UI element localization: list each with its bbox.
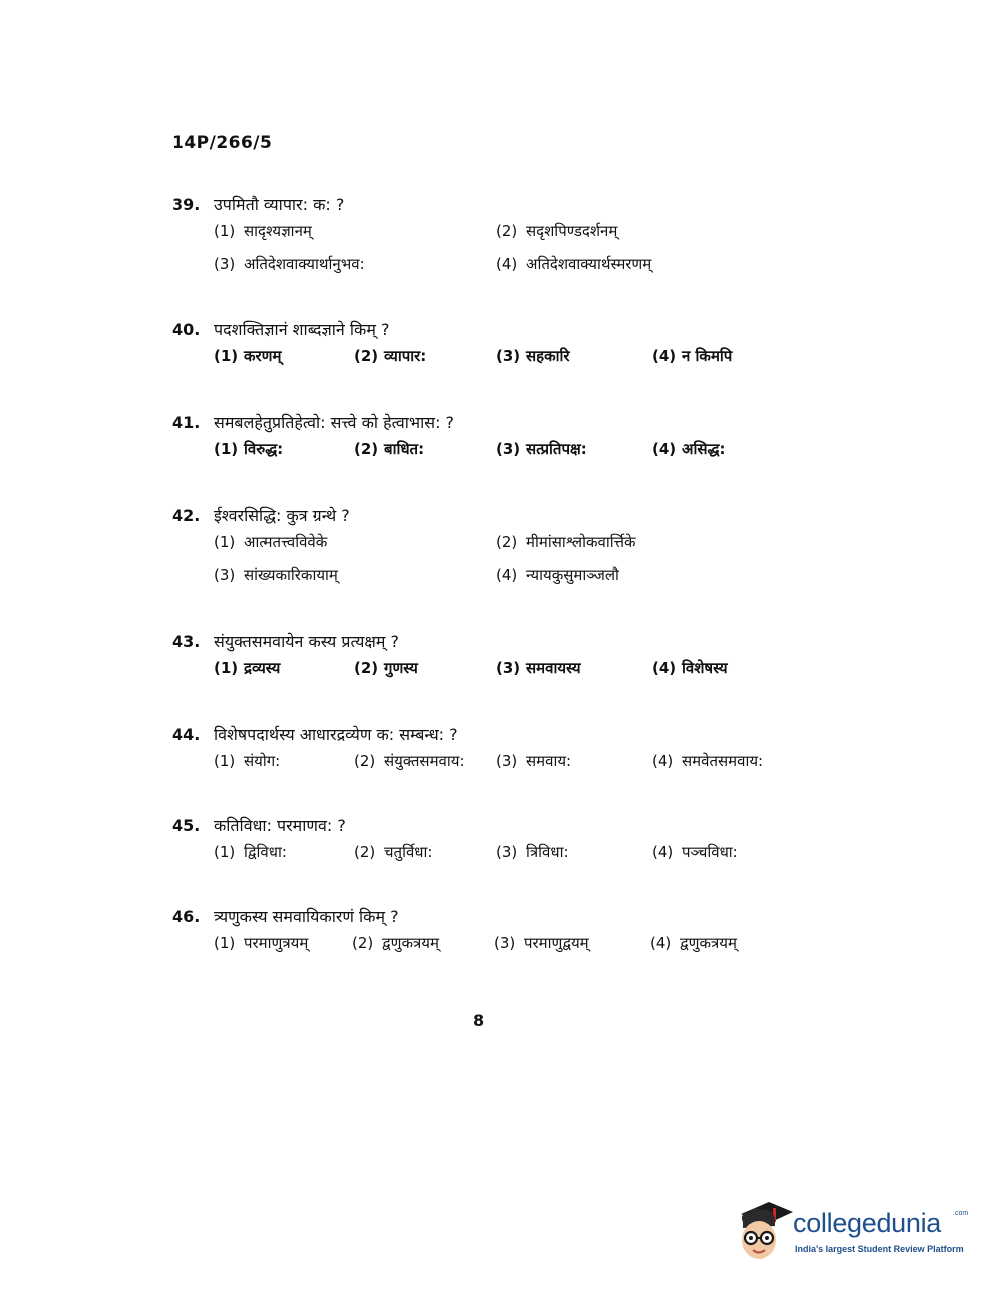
question-40 <box>172 318 872 379</box>
option-3: (3) समवाय: <box>496 752 572 770</box>
option-4: (4) पञ्चविधा: <box>652 843 738 861</box>
question-39 <box>172 193 872 287</box>
question-44 <box>172 723 872 784</box>
student-mascot-icon <box>735 1196 795 1268</box>
question-41 <box>172 411 872 472</box>
question-text: उपमितौ व्यापार: क: ? <box>214 195 345 214</box>
option-1: (1) द्विविधा: <box>214 843 287 861</box>
option-2: (2) द्वणुकत्रयम् <box>352 934 439 952</box>
question-number: 39. <box>172 195 201 214</box>
question-text: त्र्यणुकस्य समवायिकारणं किम् ? <box>214 907 399 926</box>
option-3: (3) परमाणुद्वयम् <box>494 934 589 952</box>
question-text: पदशक्तिज्ञानं शाब्दज्ञाने किम् ? <box>214 320 390 339</box>
option-2: (2) बाधित: <box>354 440 425 458</box>
option-3: (3) त्रिविधा: <box>496 843 569 861</box>
option-1: (1) करणम् <box>214 347 282 365</box>
option-1: (1) द्रव्यस्य <box>214 659 281 677</box>
option-4: (4) अतिदेशवाक्यार्थस्मरणम् <box>496 255 652 273</box>
option-1: (1) संयोग: <box>214 752 281 770</box>
option-2: (2) संयुक्तसमवाय: <box>354 752 465 770</box>
option-4: (4) न किमपि <box>652 347 733 365</box>
question-text: संयुक्तसमवायेन कस्य प्रत्यक्षम् ? <box>214 632 399 651</box>
brand-name: collegedunia <box>793 1208 942 1238</box>
option-1: (1) आत्मतत्त्वविवेके <box>214 533 328 551</box>
question-46 <box>172 905 872 966</box>
option-2: (2) गुणस्य <box>354 659 418 677</box>
question-number: 44. <box>172 725 201 744</box>
option-3: (3) सहकारि <box>496 347 570 365</box>
page-number: 8 <box>473 1011 485 1030</box>
question-text: ईश्वरसिद्धि: कुत्र ग्रन्थे ? <box>214 506 350 525</box>
option-4: (4) विशेषस्य <box>652 659 728 677</box>
collegedunia-logo <box>735 1196 969 1268</box>
question-number: 42. <box>172 506 201 525</box>
option-1: (1) विरुद्ध: <box>214 440 284 458</box>
option-4: (4) असिद्ध: <box>652 440 726 458</box>
question-number: 40. <box>172 320 201 339</box>
question-text: विशेषपदार्थस्य आधारद्रव्येण क: सम्बन्ध: ? <box>214 725 458 744</box>
question-text: समबलहेतुप्रतिहेत्वो: सत्त्वे को हेत्वाभास: ? <box>214 413 455 432</box>
question-number: 46. <box>172 907 201 926</box>
option-3: (3) सांख्यकारिकायाम् <box>214 566 338 584</box>
brand-suffix: .com <box>953 1210 969 1217</box>
question-45 <box>172 814 872 875</box>
question-42 <box>172 504 872 598</box>
option-3: (3) समवायस्य <box>496 659 581 677</box>
option-4: (4) न्यायकुसुमाञ्जलौ <box>496 566 619 584</box>
option-2: (2) चतुर्विधा: <box>354 843 433 861</box>
option-2: (2) सदृशपिण्डदर्शनम् <box>496 222 618 240</box>
question-number: 41. <box>172 413 201 432</box>
option-3: (3) अतिदेशवाक्यार्थानुभव: <box>214 255 365 273</box>
option-2: (2) व्यापार: <box>354 347 427 365</box>
option-4: (4) द्वणुकत्रयम् <box>650 934 737 952</box>
question-number: 45. <box>172 816 201 835</box>
option-4: (4) समवेतसमवाय: <box>652 752 764 770</box>
paper-code: 14P/266/5 <box>172 133 273 153</box>
option-1: (1) सादृश्यज्ञानम् <box>214 222 312 240</box>
option-1: (1) परमाणुत्रयम् <box>214 934 309 952</box>
option-2: (2) मीमांसाश्लोकवार्त्तिके <box>496 533 636 551</box>
question-43 <box>172 630 872 691</box>
brand-tagline: India's largest Student Review Platform <box>795 1244 964 1254</box>
question-text: कतिविधा: परमाणव: ? <box>214 816 346 835</box>
option-3: (3) सत्प्रतिपक्ष: <box>496 440 587 458</box>
question-number: 43. <box>172 632 201 651</box>
